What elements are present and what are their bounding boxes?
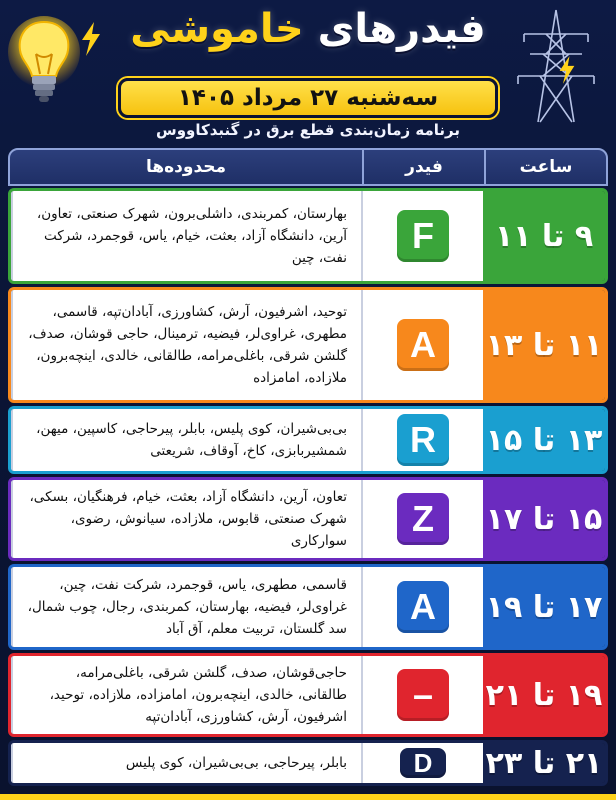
title-part1: فیدرهای bbox=[317, 6, 486, 52]
table-row bbox=[8, 406, 608, 474]
time-cell: ۹ تا ۱۱ bbox=[483, 191, 605, 281]
table-row bbox=[8, 564, 608, 650]
areas-cell: تعاون، آرین، دانشگاه آزاد، بعثت، خیام، فرهنگیان، بسکی، شهرک صنعتی، قابوس، ملازاده، سیانوش، رضوی، سوارکاری bbox=[11, 480, 361, 558]
header-areas: محدوده‌ها bbox=[145, 157, 227, 177]
feeder-badge: Z bbox=[397, 493, 449, 545]
table-row bbox=[8, 740, 608, 786]
footer-strip bbox=[0, 794, 616, 800]
areas-cell: توحید، اشرفیون، آرش، کشاورزی، آبادان‌تپه، قاسمی، مطهری، غراوی‌لر، فیضیه، ترمینال، حاجی قوشان، صدف، گلشن شرقی، باغلی‌مرامه، طالقانی، خالدی، اینچه‌برون، ملازاده، امامزاده bbox=[11, 290, 361, 400]
time-cell: ۱۱ تا ۱۳ bbox=[483, 290, 605, 400]
title-part2: خاموشی bbox=[130, 6, 304, 52]
time-cell: ۱۳ تا ۱۵ bbox=[483, 409, 605, 471]
areas-cell: قاسمی، مطهری، یاس، قوجمرد، شرکت نفت، چین، غراوی‌لر، فیضیه، بهارستان، کمربندی، رجال، چوب شمال، سد گلستان، تربیت معلم، آق آباد bbox=[11, 567, 361, 647]
feeder-cell bbox=[361, 656, 483, 734]
header-time: ساعت bbox=[484, 150, 606, 184]
areas-cell: بابلر، پیرحاجی، بی‌بی‌شیران، کوی پلیس bbox=[11, 743, 361, 783]
feeder-cell bbox=[361, 743, 483, 783]
feeder-badge: A bbox=[397, 319, 449, 371]
header bbox=[0, 0, 616, 145]
date-banner: سه‌شنبه ۲۷ مرداد ۱۴۰۵ bbox=[118, 78, 498, 118]
feeder-badge: A bbox=[397, 581, 449, 633]
subtitle: برنامه زمان‌بندی قطع برق در گنبدکاووس bbox=[156, 121, 460, 139]
areas-cell: بهارستان، کمربندی، داشلی‌برون، شهرک صنعتی، تعاون، آرین، دانشگاه آزاد، بعثت، خیام، یاس، قوجمرد، شرکت نفت، چین bbox=[11, 191, 361, 281]
time-cell: ۱۹ تا ۲۱ bbox=[483, 656, 605, 734]
time-cell: ۱۷ تا ۱۹ bbox=[483, 567, 605, 647]
table-row bbox=[8, 188, 608, 284]
feeder-badge: D bbox=[400, 748, 446, 778]
table-row bbox=[8, 653, 608, 737]
time-cell: ۲۱ تا ۲۳ bbox=[483, 743, 605, 783]
time-cell: ۱۵ تا ۱۷ bbox=[483, 480, 605, 558]
feeder-badge: – bbox=[397, 669, 449, 721]
feeder-cell bbox=[361, 480, 483, 558]
lightning-bolt-icon bbox=[558, 56, 576, 84]
feeder-badge: F bbox=[397, 210, 449, 262]
table-row bbox=[8, 287, 608, 403]
table-row bbox=[8, 477, 608, 561]
feeder-cell bbox=[361, 409, 483, 471]
areas-cell: حاجی‌قوشان، صدف، گلشن شرقی، باغلی‌مرامه، طالقانی، خالدی، اینچه‌برون، امامزاده، ملازاده، توحید، اشرفیون، آرش، کشاورزی، آبادان‌تپه bbox=[11, 656, 361, 734]
feeder-cell bbox=[361, 567, 483, 647]
feeder-badge: R bbox=[397, 414, 449, 466]
areas-cell: بی‌بی‌شیران، کوی پلیس، بابلر، پیرحاجی، کاسپین، میهن، شمشیربابزی، کاخ، آوقاف، شریعتی bbox=[11, 409, 361, 471]
schedule-table bbox=[8, 148, 608, 800]
page-title bbox=[0, 6, 616, 52]
table-header bbox=[8, 148, 608, 186]
feeder-cell bbox=[361, 290, 483, 400]
feeder-cell bbox=[361, 191, 483, 281]
header-feeder: فیدر bbox=[362, 150, 484, 184]
